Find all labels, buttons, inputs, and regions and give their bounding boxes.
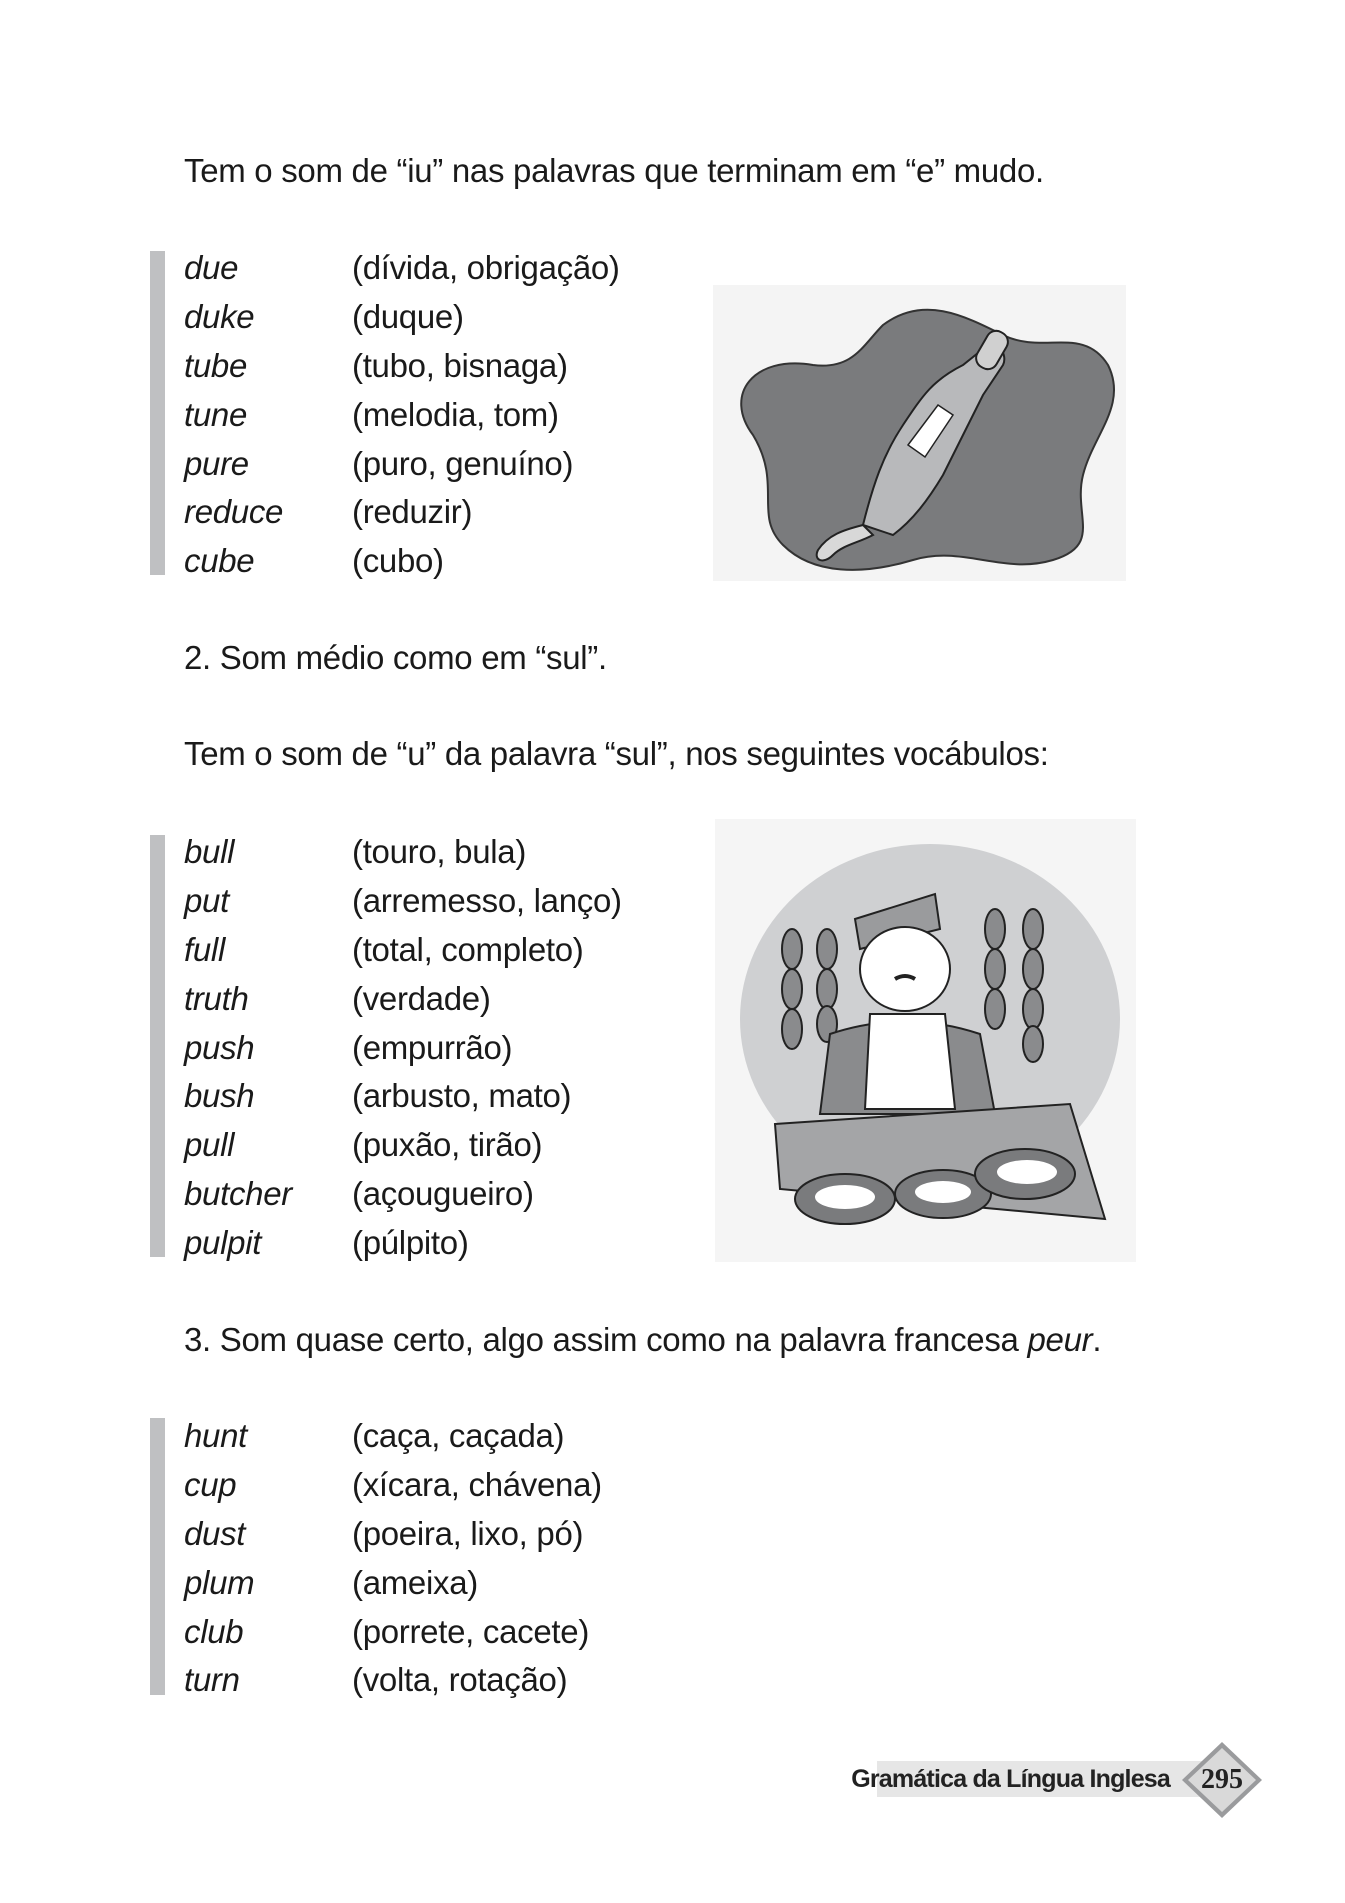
vocab-translation: (arbusto, mato) [352, 1077, 572, 1115]
section3-heading-end: . [1092, 1321, 1102, 1358]
list-accent-bar [150, 1418, 165, 1695]
vocab-word: truth [184, 979, 249, 1017]
vocab-translation: (caça, caçada) [352, 1417, 565, 1454]
vocab-translation: (dívida, obrigação) [352, 249, 620, 286]
vocab-word: bush [184, 1077, 255, 1115]
vocab-translation: (cubo) [352, 542, 444, 580]
vocab-word: put [184, 881, 229, 919]
vocab-word: due [184, 249, 239, 286]
vocab-translation: (arremesso, lanço) [352, 881, 622, 919]
vocab-translation: (púlpito) [352, 1224, 469, 1262]
vocab-translation: (ameixa) [352, 1563, 478, 1601]
vocab-word: dust [184, 1514, 246, 1552]
vocab-word: bull [184, 833, 235, 870]
vocab-word: full [184, 930, 225, 968]
vocab-translation: (porrete, cacete) [352, 1612, 590, 1650]
vocab-word: butcher [184, 1175, 292, 1213]
section2-intro: Tem o som de “u” da palavra “sul”, nos seguintes vocábulos: [184, 735, 1049, 772]
page-number: 295 [1201, 1764, 1243, 1795]
vocab-translation: (reduzir) [352, 493, 473, 531]
list-accent-bar [150, 251, 165, 575]
vocab-translation: (volta, rotação) [352, 1661, 568, 1699]
vocab-translation: (duque) [352, 297, 464, 335]
vocab-word: tune [184, 395, 248, 433]
section3-heading-italic: peur [1027, 1321, 1093, 1358]
vocab-translation: (xícara, chávena) [352, 1465, 602, 1503]
vocab-translation: (puxão, tirão) [352, 1126, 543, 1164]
section3-heading [184, 1320, 1101, 1360]
vocab-translation: (melodia, tom) [352, 395, 559, 433]
vocab-word: hunt [184, 1417, 248, 1454]
vocab-translation: (touro, bula) [352, 833, 527, 870]
list-accent-bar [150, 835, 165, 1257]
vocab-translation: (tubo, bisnaga) [352, 346, 568, 384]
section2-heading: 2. Som médio como em “sul”. [184, 639, 607, 676]
section1-intro: Tem o som de “iu” nas palavras que terminam em “e” mudo. [184, 152, 1044, 189]
vocab-translation: (puro, genuíno) [352, 444, 574, 482]
vocab-translation: (verdade) [352, 979, 491, 1017]
vocab-translation: (açougueiro) [352, 1175, 534, 1213]
butcher-illustration [715, 819, 1136, 1262]
vocab-word: cup [184, 1465, 237, 1503]
vocab-word: turn [184, 1661, 240, 1699]
vocab-translation: (empurrão) [352, 1028, 513, 1066]
vocab-word: pulpit [184, 1224, 262, 1262]
vocab-word: club [184, 1612, 244, 1650]
vocab-translation: (total, completo) [352, 930, 584, 968]
vocab-word: pull [184, 1126, 235, 1164]
vocab-word: plum [184, 1563, 255, 1601]
vocab-word: cube [184, 542, 255, 580]
vocab-word: push [184, 1028, 255, 1066]
section3-heading-text: 3. Som quase certo, algo assim como na palavra francesa [184, 1321, 1028, 1358]
vocab-word: duke [184, 297, 255, 335]
toothpaste-tube-illustration [713, 285, 1126, 581]
vocab-word: reduce [184, 493, 284, 531]
footer-book-title: Gramática da Língua Inglesa [851, 1765, 1170, 1793]
vocab-translation: (poeira, lixo, pó) [352, 1514, 584, 1552]
vocab-word: tube [184, 346, 248, 384]
vocab-word: pure [184, 444, 249, 482]
